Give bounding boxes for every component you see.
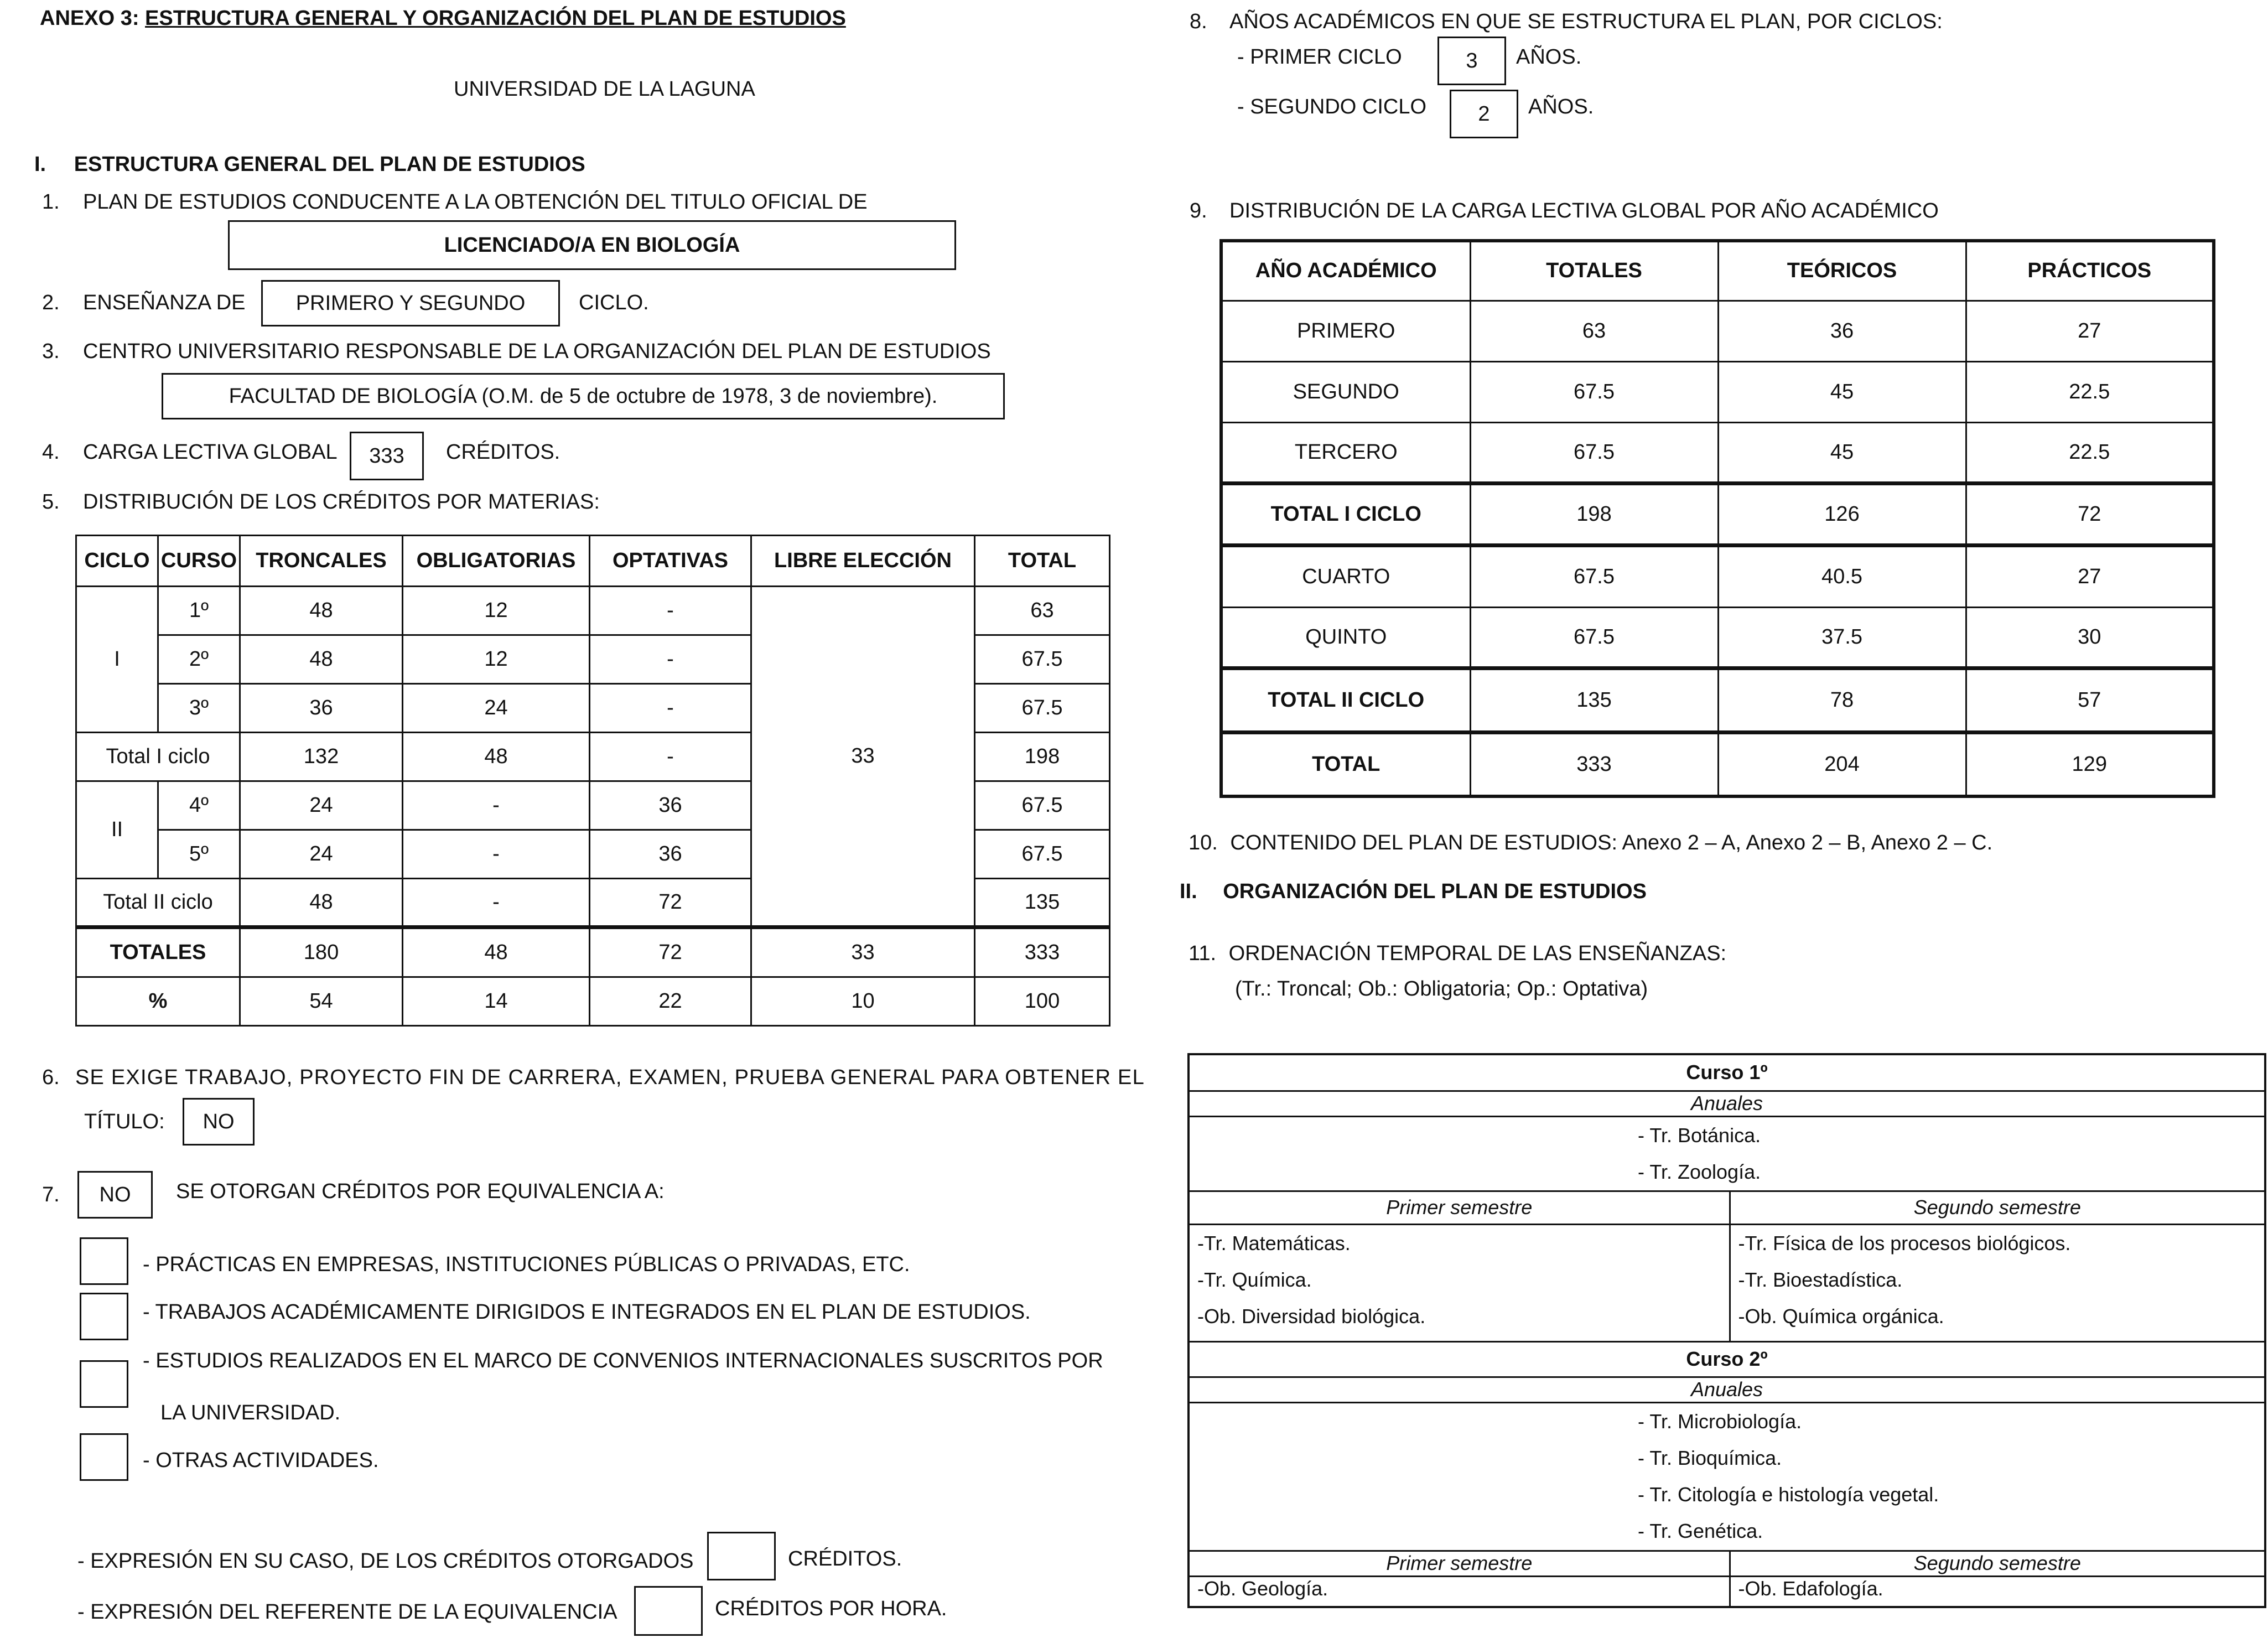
q8-second-label: - SEGUNDO CICLO (1237, 95, 1427, 118)
q1-degree-box: LICENCIADO/A EN BIOLOGÍA (228, 220, 956, 270)
q1-text: PLAN DE ESTUDIOS CONDUCENTE A LA OBTENCIÓN DEL TITULO OFICIAL DE (83, 190, 868, 214)
table-row (1221, 668, 2214, 732)
temporal-order-table (1187, 1053, 2266, 1608)
q9-num: 9. (1190, 199, 1207, 222)
q8-text: AÑOS ACADÉMICOS EN QUE SE ESTRUCTURA EL PLAN, POR CICLOS: (1229, 10, 1943, 33)
t5-cell: 36 (590, 781, 751, 830)
q6-num: 6. (42, 1066, 60, 1089)
q2-text: ENSEÑANZA DE (83, 291, 246, 314)
credits-by-subject-table (75, 535, 1110, 1027)
list-item: -Ob. Edafología. (1738, 1577, 1883, 1600)
q8-second-years-box: 2 (1450, 90, 1518, 138)
q11-num: 11. (1189, 942, 1217, 965)
t5-header-curso: CURSO (158, 536, 240, 587)
q3-num: 3. (42, 340, 60, 363)
q7-item-convenios: - ESTUDIOS REALIZADOS EN EL MARCO DE CONVENIOS INTERNACIONALES SUSCRITOS POR (143, 1349, 1103, 1372)
q11-text: ORDENACIÓN TEMPORAL DE LAS ENSEÑANZAS: (1228, 942, 1727, 965)
q3-center-box: FACULTAD DE BIOLOGÍA (O.M. de 5 de octubre de 1978, 3 de noviembre). (162, 373, 1005, 419)
expr-ref-suffix: CRÉDITOS POR HORA. (715, 1597, 947, 1620)
t5-cell: 12 (403, 587, 590, 635)
q6-answer-box: NO (183, 1098, 255, 1146)
q7-num: 7. (42, 1183, 60, 1206)
t5-cell: 36 (240, 684, 403, 733)
expr-ref-text: - EXPRESIÓN DEL REFERENTE DE LA EQUIVALENCIA (77, 1600, 617, 1624)
q7-text: SE OTORGAN CRÉDITOS POR EQUIVALENCIA A: (176, 1180, 665, 1203)
annex-heading (40, 7, 846, 30)
t9-cell: 45 (1718, 422, 1966, 483)
t9-cell: TOTAL I CICLO (1221, 483, 1470, 545)
t5-cell: 24 (240, 830, 403, 879)
q6-text: SE EXIGE TRABAJO, PROYECTO FIN DE CARRERA, EXAMEN, PRUEBA GENERAL PARA OBTENER EL (75, 1066, 1145, 1089)
q4-num: 4. (42, 440, 60, 464)
t9-cell: 22.5 (1966, 361, 2214, 422)
t9-cell: 198 (1470, 483, 1718, 545)
table-row (1221, 300, 2214, 361)
t5-cell: 33 (751, 927, 975, 977)
section-1-num: I. (34, 153, 46, 176)
course-1-title: Curso 1º (1189, 1054, 2265, 1091)
q7-item-otras: - OTRAS ACTIVIDADES. (143, 1449, 379, 1472)
q8-first-label: - PRIMER CICLO (1237, 45, 1402, 69)
t9-cell: 67.5 (1470, 545, 1718, 607)
list-item: - Tr. Bioquímica. (1638, 1446, 1782, 1469)
q10-text: Anexo 2 – A, Anexo 2 – B, Anexo 2 – C. (1622, 831, 1993, 854)
course-2-sem1-label: Primer semestre (1189, 1551, 1730, 1576)
t9-header-totales: TOTALES (1470, 241, 1718, 300)
t5-cell: 10 (751, 977, 975, 1026)
section-2-title: ORGANIZACIÓN DEL PLAN DE ESTUDIOS (1223, 880, 1647, 903)
list-item: -Tr. Bioestadística. (1738, 1268, 1903, 1291)
t5-cell: 4º (158, 781, 240, 830)
q4-text: CARGA LECTIVA GLOBAL (83, 440, 338, 464)
checkbox-otras (80, 1433, 128, 1481)
t9-cell: TOTAL (1221, 732, 1470, 796)
list-item: -Ob. Geología. (1197, 1577, 1328, 1600)
t9-cell: 40.5 (1718, 545, 1966, 607)
q1-num: 1. (42, 190, 60, 214)
t5-cell: 67.5 (975, 781, 1110, 830)
course-2-sem1-list (1189, 1576, 1730, 1607)
t9-cell: TOTAL II CICLO (1221, 668, 1470, 732)
table-row (1221, 483, 2214, 545)
list-item: - Tr. Microbiología. (1638, 1409, 1802, 1433)
t9-cell: SEGUNDO (1221, 361, 1470, 422)
t5-cell: 48 (240, 635, 403, 684)
t5-cell: 198 (975, 733, 1110, 781)
t5-cell: - (590, 733, 751, 781)
checkbox-practicas (80, 1237, 128, 1285)
course-2-annual-label: Anuales (1189, 1377, 2265, 1402)
section-1-heading (34, 153, 585, 177)
t5-pct-label: % (76, 977, 240, 1026)
t5-cell: 1º (158, 587, 240, 635)
list-item: - Tr. Citología e histología vegetal. (1638, 1483, 1939, 1506)
table-row (1221, 361, 2214, 422)
t5-cell: 67.5 (975, 684, 1110, 733)
checkbox-trabajos (80, 1293, 128, 1340)
q5-num: 5. (42, 490, 60, 514)
t5-libre-merged: 33 (751, 587, 975, 927)
t5-cell: 132 (240, 733, 403, 781)
t5-cell: 48 (403, 733, 590, 781)
q8-second-suffix: AÑOS. (1528, 95, 1594, 118)
t9-cell: 72 (1966, 483, 2214, 545)
t5-cell: 3º (158, 684, 240, 733)
t5-cell: 24 (240, 781, 403, 830)
q4-suffix: CRÉDITOS. (446, 440, 560, 464)
section-2-num: II. (1180, 880, 1197, 903)
t9-cell: 78 (1718, 668, 1966, 732)
table-row (1221, 422, 2214, 483)
course-2-annual-list (1189, 1402, 2265, 1551)
q11-line (1189, 942, 1726, 966)
t9-cell: QUINTO (1221, 607, 1470, 668)
t5-header-troncales: TRONCALES (240, 536, 403, 587)
q7-item-convenios-2: LA UNIVERSIDAD. (160, 1401, 341, 1424)
q10-label: CONTENIDO DEL PLAN DE ESTUDIOS: (1230, 831, 1617, 854)
t9-cell: 37.5 (1718, 607, 1966, 668)
t5-cell: 54 (240, 977, 403, 1026)
course-1-sem2-label: Segundo semestre (1730, 1191, 2265, 1224)
section-2-heading (1180, 880, 1647, 904)
university-name: UNIVERSIDAD DE LA LAGUNA (454, 77, 755, 101)
t9-cell: 333 (1470, 732, 1718, 796)
expr-credits-box (707, 1532, 776, 1580)
course-1-sem1-list (1189, 1224, 1730, 1341)
q10-line (1189, 831, 1992, 855)
t9-cell: 67.5 (1470, 422, 1718, 483)
t9-cell: 22.5 (1966, 422, 2214, 483)
q4-credits-box: 333 (350, 432, 424, 480)
t5-cell: - (403, 781, 590, 830)
q7-answer-box: NO (77, 1171, 153, 1219)
table-row (76, 927, 1110, 977)
t5-header-total: TOTAL (975, 536, 1110, 587)
t9-cell: 27 (1966, 300, 2214, 361)
t5-ciclo-1: I (76, 587, 158, 733)
t9-cell: 135 (1470, 668, 1718, 732)
t9-cell: 129 (1966, 732, 2214, 796)
course-1-annual-list (1189, 1116, 2265, 1191)
t9-header-year: AÑO ACADÉMICO (1221, 241, 1470, 300)
t5-cell: 24 (403, 684, 590, 733)
t5-totales-label: TOTALES (76, 927, 240, 977)
t5-total-2-label: Total II ciclo (76, 879, 240, 927)
t5-cell: 100 (975, 977, 1110, 1026)
t5-cell: 135 (975, 879, 1110, 927)
t5-cell: - (590, 635, 751, 684)
list-item: -Ob. Diversidad biológica. (1197, 1304, 1426, 1328)
t5-ciclo-2: II (76, 781, 158, 879)
course-1-sem2-list (1730, 1224, 2265, 1341)
t9-cell: CUARTO (1221, 545, 1470, 607)
expr-credits-text: - EXPRESIÓN EN SU CASO, DE LOS CRÉDITOS OTORGADOS (77, 1549, 694, 1573)
t5-cell: 67.5 (975, 635, 1110, 684)
q8-first-suffix: AÑOS. (1516, 45, 1582, 69)
t5-cell: - (403, 830, 590, 879)
t5-cell: 36 (590, 830, 751, 879)
expr-credits-suffix: CRÉDITOS. (788, 1547, 902, 1571)
t9-cell: PRIMERO (1221, 300, 1470, 361)
t5-cell: 72 (590, 879, 751, 927)
t5-header-obligatorias: OBLIGATORIAS (403, 536, 590, 587)
t5-cell: 180 (240, 927, 403, 977)
t9-cell: 57 (1966, 668, 2214, 732)
section-1-title: ESTRUCTURA GENERAL DEL PLAN DE ESTUDIOS (74, 153, 585, 176)
t5-header-ciclo: CICLO (76, 536, 158, 587)
q8-num: 8. (1190, 10, 1207, 33)
t5-cell: 333 (975, 927, 1110, 977)
expr-ref-box (634, 1586, 703, 1636)
table-row (76, 977, 1110, 1026)
table-row (1221, 732, 2214, 796)
t9-cell: 30 (1966, 607, 2214, 668)
q9-text: DISTRIBUCIÓN DE LA CARGA LECTIVA GLOBAL POR AÑO ACADÉMICO (1229, 199, 1939, 222)
t5-cell: 12 (403, 635, 590, 684)
t5-header-libre: LIBRE ELECCIÓN (751, 536, 975, 587)
table-row (1221, 545, 2214, 607)
t5-cell: 63 (975, 587, 1110, 635)
q11-note: (Tr.: Troncal; Ob.: Obligatoria; Op.: Optativa) (1235, 977, 1648, 1001)
course-1-annual-label: Anuales (1189, 1091, 2265, 1116)
q8-first-years-box: 3 (1437, 37, 1506, 85)
t5-cell: - (590, 587, 751, 635)
annex-title: ESTRUCTURA GENERAL Y ORGANIZACIÓN DEL PLAN DE ESTUDIOS (145, 7, 846, 30)
t5-cell: 48 (403, 927, 590, 977)
list-item: - Tr. Zoología. (1638, 1160, 1761, 1183)
q6-text-2: TÍTULO: (84, 1110, 165, 1133)
t9-cell: 67.5 (1470, 607, 1718, 668)
q2-suffix: CICLO. (579, 291, 649, 314)
table-row (1221, 607, 2214, 668)
t9-cell: 126 (1718, 483, 1966, 545)
list-item: - Tr. Botánica. (1638, 1123, 1761, 1147)
t9-header-practicos: PRÁCTICOS (1966, 241, 2214, 300)
t5-cell: 48 (240, 879, 403, 927)
q2-cycles-box: PRIMERO Y SEGUNDO (261, 280, 560, 326)
list-item: - Tr. Genética. (1638, 1519, 1763, 1542)
q3-text: CENTRO UNIVERSITARIO RESPONSABLE DE LA ORGANIZACIÓN DEL PLAN DE ESTUDIOS (83, 340, 991, 363)
list-item: -Tr. Matemáticas. (1197, 1231, 1351, 1255)
t9-header-teoricos: TEÓRICOS (1718, 241, 1966, 300)
q7-item-trabajos: - TRABAJOS ACADÉMICAMENTE DIRIGIDOS E INTEGRADOS EN EL PLAN DE ESTUDIOS. (143, 1300, 1031, 1324)
t5-header-optativas: OPTATIVAS (590, 536, 751, 587)
list-item: -Ob. Química orgánica. (1738, 1304, 1944, 1328)
t5-cell: 2º (158, 635, 240, 684)
t9-cell: 67.5 (1470, 361, 1718, 422)
q2-num: 2. (42, 291, 60, 314)
t5-total-1-label: Total I ciclo (76, 733, 240, 781)
course-2-title: Curso 2º (1189, 1341, 2265, 1377)
q7-item-practicas: - PRÁCTICAS EN EMPRESAS, INSTITUCIONES PÚBLICAS O PRIVADAS, ETC. (143, 1253, 910, 1276)
t5-cell: - (590, 684, 751, 733)
t5-cell: 72 (590, 927, 751, 977)
annex-prefix: ANEXO 3: (40, 7, 139, 30)
t5-cell: 5º (158, 830, 240, 879)
t9-cell: TERCERO (1221, 422, 1470, 483)
t5-cell: 14 (403, 977, 590, 1026)
list-item: -Tr. Física de los procesos biológicos. (1738, 1231, 2071, 1255)
t9-cell: 63 (1470, 300, 1718, 361)
t9-cell: 204 (1718, 732, 1966, 796)
t5-cell: 48 (240, 587, 403, 635)
t5-cell: 67.5 (975, 830, 1110, 879)
t9-cell: 45 (1718, 361, 1966, 422)
t9-cell: 27 (1966, 545, 2214, 607)
q10-num: 10. (1189, 831, 1218, 854)
table-row (76, 587, 1110, 635)
course-2-sem2-list (1730, 1576, 2265, 1607)
checkbox-convenios (80, 1360, 128, 1408)
t5-cell: 22 (590, 977, 751, 1026)
course-1-sem1-label: Primer semestre (1189, 1191, 1730, 1224)
list-item: -Tr. Química. (1197, 1268, 1312, 1291)
q5-text: DISTRIBUCIÓN DE LOS CRÉDITOS POR MATERIAS: (83, 490, 600, 514)
load-by-year-table (1219, 239, 2215, 798)
course-2-sem2-label: Segundo semestre (1730, 1551, 2265, 1576)
t9-cell: 36 (1718, 300, 1966, 361)
t5-cell: - (403, 879, 590, 927)
